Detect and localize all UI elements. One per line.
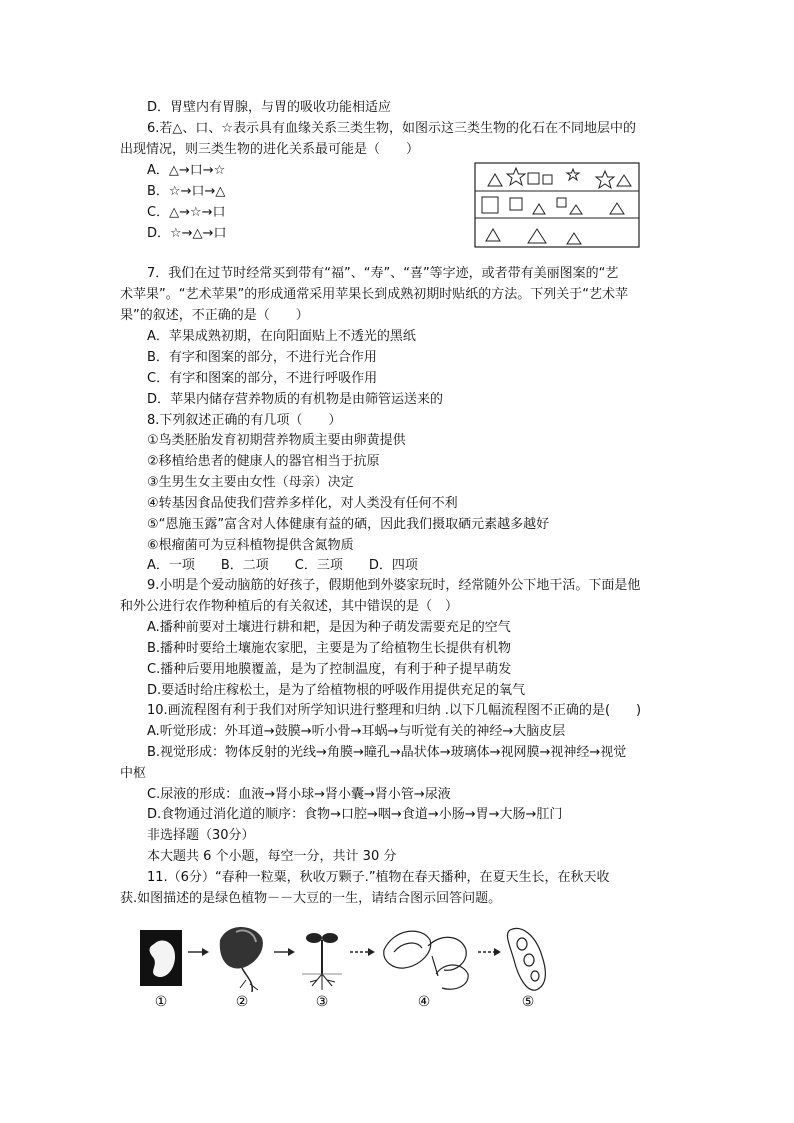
q10-option-b-line1: B.视觉形成：物体反射的光线→角膜→瞳孔→晶状体→玻璃体→视网膜→视神经→视觉: [147, 745, 627, 760]
section-desc: 本大题共 6 个小题，每空一分，共计 30 分: [147, 849, 397, 864]
q7-option-d: D．苹果内储存营养物质的有机物是由筛管运送来的: [147, 392, 444, 407]
q8-item-3: ③生男生女主要由女性（母亲）决定: [147, 475, 354, 490]
q8-item-2: ②移植给患者的健康人的器官相当于抗原: [147, 454, 380, 469]
q5-option-d: D．胃壁内有胃腺，与胃的吸收功能相适应: [147, 100, 392, 115]
q6-stem-line2: 出现情况，则三类生物的进化关系最可能是（ ）: [120, 142, 420, 157]
q7-stem-line1: 7．我们在过节时经常买到带有“福”、“寿”、“喜”等字迹，或者带有美丽图案的“艺: [147, 266, 619, 281]
q6-option-a: A．△→口→☆: [147, 163, 226, 178]
pod-image: [507, 928, 545, 990]
q7-option-a: A．苹果成熟初期，在向阳面贴上不透光的黑纸: [147, 329, 416, 344]
seedling-image: [302, 933, 342, 990]
q8-item-1: ①鸟类胚胎发育初期营养物质主要由卵黄提供: [147, 433, 406, 448]
soybean-life-cycle-figure: [132, 916, 572, 1012]
q8-stem: 8.下列叙述正确的有几项（ ）: [147, 413, 342, 428]
q7-stem-line3: 果”的叙述，不正确的是（ ）: [120, 308, 309, 323]
germinating-seed-image: [220, 927, 263, 992]
q8-options: A．一项 B．二项 C．三项 D．四项: [147, 558, 418, 573]
fossil-strata-figure: [474, 162, 640, 248]
q7-option-c: C．有字和图案的部分，不进行呼吸作用: [147, 371, 378, 386]
q9-stem-line1: 9.小明是个爱动脑筋的好孩子，假期他到外婆家玩时，经常随外公下地干活。下面是他: [147, 578, 641, 593]
q7-stem-line2: 术苹果”。“艺术苹果”的形成通常采用苹果长到成熟初期时贴纸的方法。下列关于“艺术苹: [120, 287, 628, 302]
q9-option-a: A.播种前要对土壤进行耕和耙，是因为种子萌发需要充足的空气: [147, 620, 511, 635]
stage-label-3: ③: [315, 994, 329, 1010]
q9-option-d: D.要适时给庄稼松土，是为了给植物根的呼吸作用提供充足的氧气: [147, 683, 526, 698]
stage-label-5: ⑤: [521, 994, 535, 1010]
arrow-icon: [274, 948, 295, 956]
q8-item-4: ④转基因食品使我们营养多样化，对人类没有任何不利: [147, 496, 458, 511]
arrow-icon: [188, 948, 209, 956]
q10-option-a: A.听觉形成：外耳道→鼓膜→听小骨→耳蜗→与听觉有关的神经→大脑皮层: [147, 724, 566, 739]
arrow-icon: [478, 948, 501, 956]
q10-stem: 10.画流程图有利于我们对所学知识进行整理和归纳 .以下几幅流程图不正确的是( ): [147, 703, 642, 718]
q10-option-b-line2: 中枢: [120, 766, 147, 781]
q11-stem-line1: 11.（6分）“春种一粒粟，秋收万颗子.”植物在春天播种，在夏天生长，在秋天收: [147, 870, 610, 885]
section-title: 非选择题（30分）: [147, 828, 255, 843]
seed-image: [140, 930, 182, 986]
q11-stem-line2: 获.如图描述的是绿色植物－－大豆的一生，请结合图示回答问题。: [120, 891, 502, 906]
q6-option-d: D．☆→△→口: [147, 226, 227, 241]
q7-option-b: B．有字和图案的部分，不进行光合作用: [147, 350, 377, 365]
q9-stem-line2: 和外公进行农作物种植后的有关叙述，其中错误的是（ ）: [120, 599, 459, 614]
stage-label-1: ①: [154, 994, 168, 1010]
flower-image: [384, 931, 468, 989]
q10-option-d: D.食物通过消化道的顺序：食物→口腔→咽→食道→小肠→胃→大肠→肛门: [147, 807, 563, 822]
arrow-icon: [350, 948, 375, 956]
q9-option-c: C.播种后要用地膜覆盖，是为了控制温度，有利于种子提早萌发: [147, 662, 512, 677]
q8-item-6: ⑥根瘤菌可为豆科植物提供含氮物质: [147, 538, 354, 553]
stage-label-2: ②: [235, 994, 249, 1010]
q6-option-b: B．☆→口→△: [147, 184, 226, 199]
q8-item-5: ⑤“恩施玉露”富含对人体健康有益的硒，因此我们摄取硒元素越多越好: [147, 517, 550, 532]
stage-label-4: ④: [417, 994, 431, 1010]
q6-stem-line1: 6.若△、口、☆表示具有血缘关系三类生物，如图示这三类生物的化石在不同地层中的: [147, 121, 637, 136]
q9-option-b: B.播种时要给土壤施农家肥，主要是为了给植物生长提供有机物: [147, 641, 512, 656]
q6-option-c: C．△→☆→口: [147, 205, 226, 220]
q10-option-c: C.尿液的形成：血液→肾小球→肾小囊→肾小管→尿液: [147, 787, 451, 802]
